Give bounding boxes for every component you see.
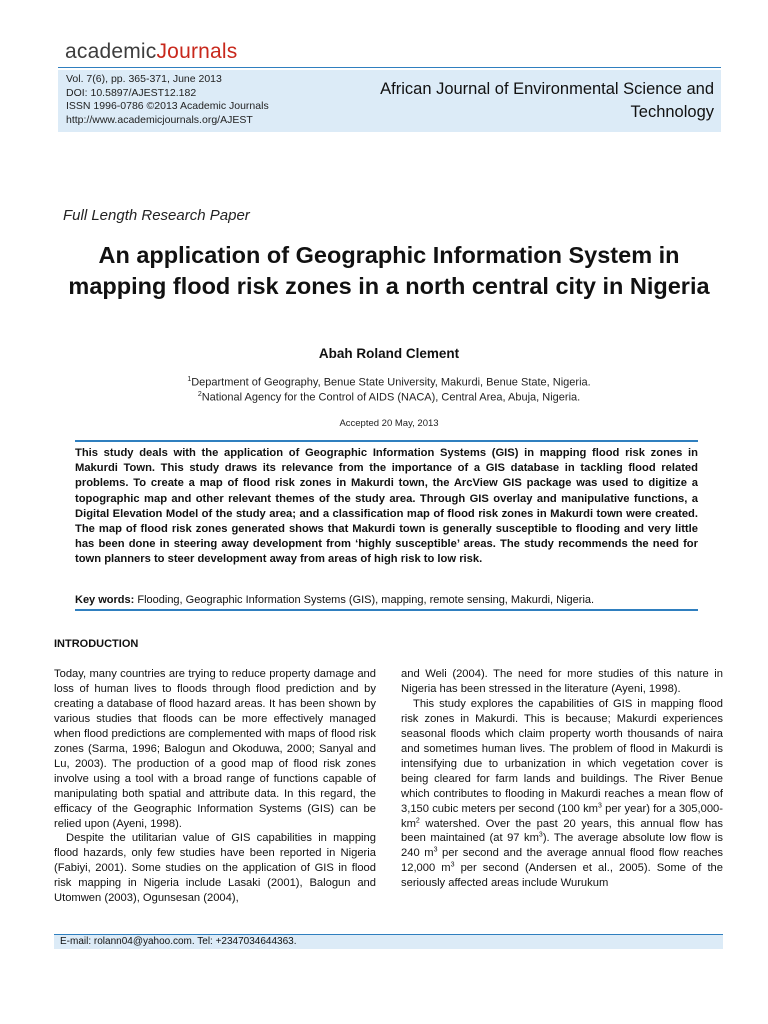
article-meta [66,73,269,127]
keywords-list: Flooding, Geographic Information Systems (GIS), mapping, remote sensing, Makurdi, Nigeria. [137,594,595,606]
paragraph: Despite the utilitarian value of GIS capabilities in mapping flood hazards, only few studies have been reported in Nigeria (Fabiyi, 2001). Some studies on the application of GIS in flood risk mapping in Nigeria include Lasaki (2001), Balogun and Utomwen (2003), Ogunsesan (2004), [54,832,376,905]
keywords-label: Key words: [75,594,135,606]
journal-name-line2: Technology [630,103,714,121]
paragraph [401,697,723,891]
meta-issn: ISSN 1996-0786 ©2013 Academic Journals [66,100,269,112]
affiliation-2-text: National Agency for the Control of AIDS (NACA), Central Area, Abuja, Nigeria. [201,391,581,404]
meta-volume: Vol. 7(6), pp. 365-371, June 2013 [66,73,222,85]
keywords [75,594,698,606]
superscript: 3 [433,846,438,854]
body-column-left [54,667,376,906]
journal-name-line1: African Journal of Environmental Science and [380,80,714,98]
section-heading-introduction: INTRODUCTION [54,638,139,650]
logo-prefix: academic [65,40,157,63]
header-rule [58,67,721,68]
text-run: This study explores the capabilities of GIS in mapping flood risk zones in Makurdi. This is because; Makurdi experiences seasonal floods which claim property worth thousands of naira and sometimes human lives. The problem of flood in Makurdi is intensifying due to urbanization in which vegetation cover is being cleared for farm lands and buildings. The River Benue which contributes to flooding in Makurdi reaches a mean flow of 3,150 cubic meters per second (100 km [401,697,723,815]
paragraph: and Weli (2004). The need for more studies of this nature in Nigeria has been stressed in the literature (Ayeni, 1998). [401,668,723,695]
text-run: per second and the average annual flood flow reaches 12,000 m [401,847,724,875]
superscript: 3 [450,861,455,869]
text-run: ). The average absolute low flow is 240 m [401,832,724,860]
affiliation-1 [58,376,720,389]
abstract-top-rule [75,440,698,442]
affiliation-2 [58,391,720,404]
meta-url[interactable]: http://www.academicjournals.org/AJEST [66,113,253,126]
logo-suffix: Journals [156,40,238,63]
publisher-logo [65,40,237,64]
body-column-right [401,667,723,891]
text-run: per second (Andersen et al., 2005). Some of the seriously affected areas include Wurukum [401,862,723,890]
text-run: per year) for a 305,000-km [401,802,723,830]
accepted-date: Accepted 20 May, 2013 [339,418,439,429]
abstract-text: This study deals with the application of Geographic Information Systems (GIS) in mapping flood risk zones in Makurdi Town. This study draws its relevance from the importance of a GIS database in tackling flood related problems. To create a map of flood risk zones in Makurdi town, the ArcView GIS package was used to digitize a topographic map and other relevant themes of the study area. Through GIS overlay and manipulative functions, a Digital Elevation Model of the study area; and a classification map of flood risk zones in Makurdi town were created. The map of flood risk zones generated shows that Makurdi town is generally susceptible to flooding and very little has been done in steering away development from ‘highly susceptible’ areas. The study recommends the need for town planners to steer development away from areas of high risk to low risk. [75,447,698,566]
superscript: 3 [538,831,543,839]
affiliation-1-text: Department of Geography, Benue State University, Makurdi, Benue State, Nigeria. [191,376,591,389]
author-name: Abah Roland Clement [318,346,460,361]
journal-name [334,78,714,124]
affiliation-1-number: 1 [187,376,192,383]
paragraph: Today, many countries are trying to reduce property damage and loss of human lives to floods through flood prediction and by creating a database of flood hazard areas. It has been shown by various studies that floods can be more effectively managed when flood predictions are complemented with maps of flood risk zones (Sarma, 1996; Balogun and Okoduwa, 2000; Sanyal and Lu, 2003). The production of a good map of flood risk zones involve using a tool with a broad range of functions capable of manipulating both spatial and attribute data. In this regard, the efficacy of the Geographic Information Systems (GIS) can be relied upon (Ayeni, 1998). [54,668,376,830]
meta-doi: DOI: 10.5897/AJEST12.182 [66,86,197,99]
abstract-bottom-rule [75,609,698,611]
text-run: watershed. Over the past 20 years, this annual flow has been maintained (at 97 km [401,817,723,845]
superscript: 2 [415,816,420,824]
paper-type: Full Length Research Paper [63,207,250,224]
paper-title: An application of Geographic Information System in mapping flood risk zones in a north central city in Nigeria [68,242,710,299]
corresponding-email: E-mail: rolann04@yahoo.com. Tel: +2347034644363. [60,936,297,947]
affiliation-2-number: 2 [197,391,202,398]
superscript: 3 [598,801,602,809]
